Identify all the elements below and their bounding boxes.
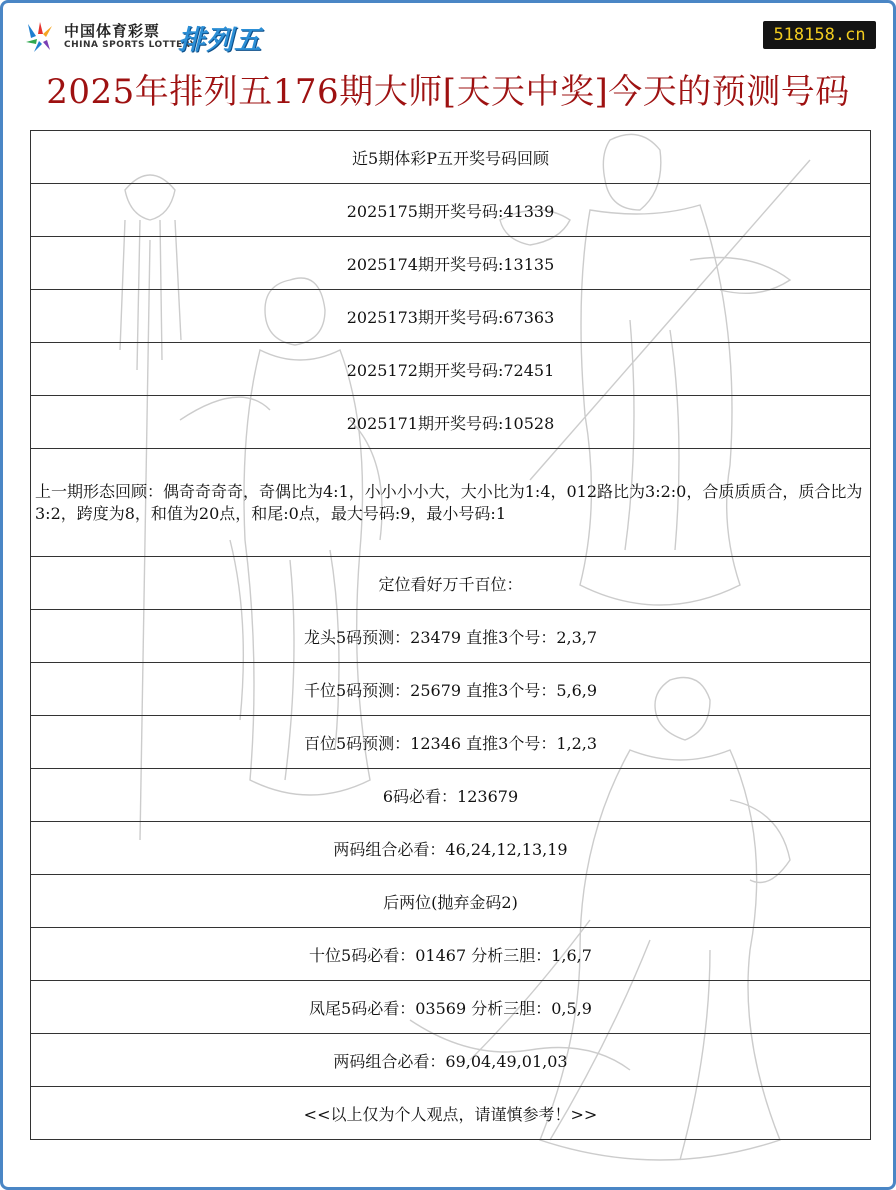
table-row [31, 981, 871, 1034]
draw-result-cell: 2025175期开奖号码:41339 [31, 184, 871, 237]
prediction-cell: 凤尾5码必看：03569 分析三胆：0,5,9 [31, 981, 871, 1034]
prediction-cell: 两码组合必看：46,24,12,13,19 [31, 822, 871, 875]
section-heading: 后两位(抛弃金码2) [31, 875, 871, 928]
table-row [31, 1087, 871, 1140]
logo-brand: 排列五 [178, 25, 262, 56]
pattern-review-cell: 上一期形态回顾：偶奇奇奇奇，奇偶比为4:1，小小小小大，大小比为1:4，012路比为3:2:0，合质质质合，质合比为3:2，跨度为8，和值为20点，和尾:0点，最大号码:9，最小号码:1 [31, 449, 871, 557]
logo-en-name: CHINA SPORTS LOTTERY [64, 40, 197, 50]
prediction-cell: 龙头5码预测：23479 直推3个号：2,3,7 [31, 610, 871, 663]
section-heading: 定位看好万千百位： [31, 557, 871, 610]
prediction-table [30, 130, 871, 1140]
prediction-cell: 千位5码预测：25679 直推3个号：5,6,9 [31, 663, 871, 716]
table-row [31, 343, 871, 396]
prediction-cell: 6码必看：123679 [31, 769, 871, 822]
table-row [31, 610, 871, 663]
table-row [31, 396, 871, 449]
table-row [31, 290, 871, 343]
draw-result-cell: 2025171期开奖号码:10528 [31, 396, 871, 449]
draw-result-cell: 2025173期开奖号码:67363 [31, 290, 871, 343]
prediction-cell: 百位5码预测：12346 直推3个号：1,2,3 [31, 716, 871, 769]
prediction-cell: 两码组合必看：69,04,49,01,03 [31, 1034, 871, 1087]
disclaimer-cell: <<以上仅为个人观点，请谨慎参考！>> [31, 1087, 871, 1140]
table-row [31, 663, 871, 716]
table-heading: 近5期体彩P五开奖号码回顾 [31, 131, 871, 184]
china-sports-lottery-star-icon [20, 18, 60, 58]
table-row [31, 1034, 871, 1087]
table-row [31, 769, 871, 822]
draw-result-cell: 2025172期开奖号码:72451 [31, 343, 871, 396]
table-row [31, 928, 871, 981]
draw-result-cell: 2025174期开奖号码:13135 [31, 237, 871, 290]
table-row [31, 557, 871, 610]
table-row [31, 822, 871, 875]
table-row [31, 237, 871, 290]
logo[interactable] [20, 18, 280, 58]
logo-cn-name: 中国体育彩票 [64, 22, 161, 40]
table-row [31, 716, 871, 769]
prediction-cell: 十位5码必看：01467 分析三胆：1,6,7 [31, 928, 871, 981]
table-row [31, 449, 871, 557]
table-row [31, 875, 871, 928]
table-row [31, 131, 871, 184]
header [0, 0, 896, 130]
site-badge[interactable]: 518158.cn [763, 21, 876, 49]
page-title: 2025年排列五176期大师[天天中奖]今天的预测号码 [46, 72, 850, 112]
table-row [31, 184, 871, 237]
